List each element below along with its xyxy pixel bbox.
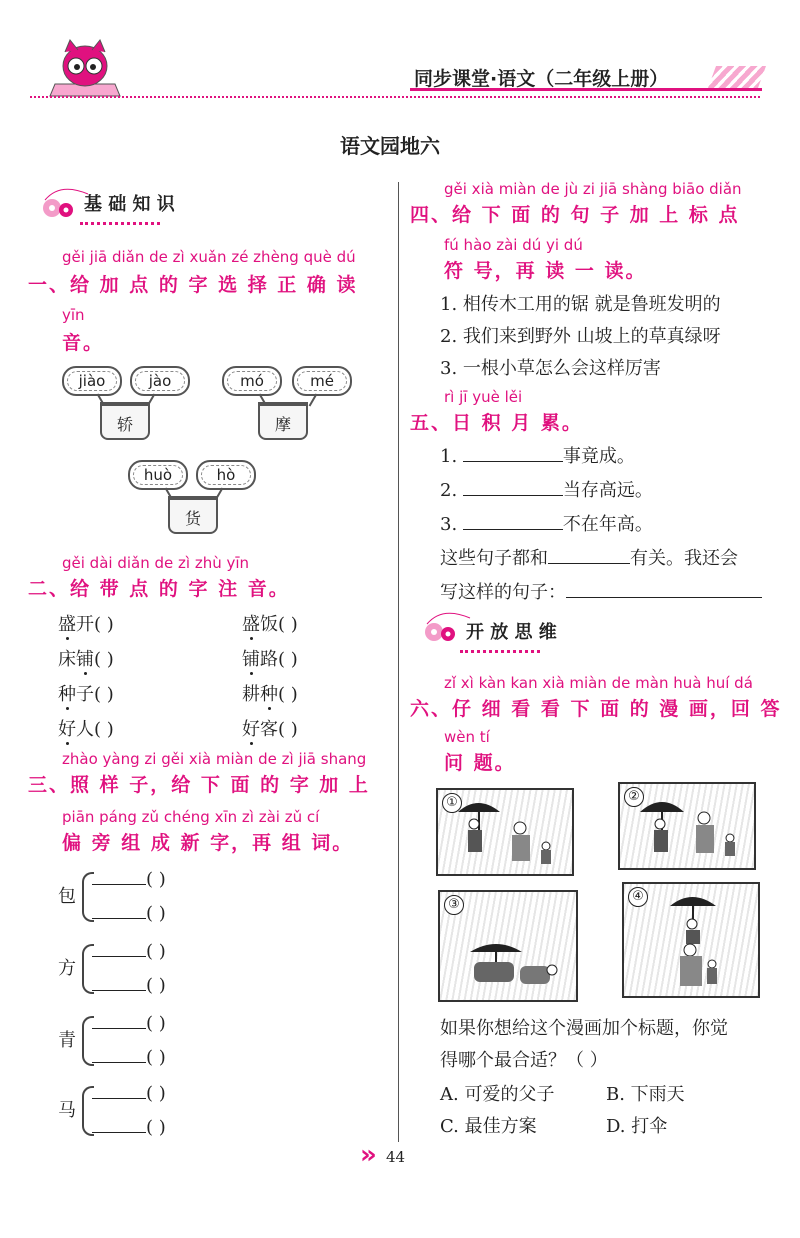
base-char: 青: [58, 1030, 76, 1051]
q3-pinyin-1: zhào yàng zi gěi xià miàn de zì jiā shang: [62, 750, 367, 768]
q6-pinyin-2: wèn tí: [444, 728, 490, 746]
comic-panel: ①: [436, 788, 574, 876]
answer-row[interactable]: ( ): [92, 1010, 166, 1034]
page-number: 44: [386, 1148, 406, 1166]
flower-option[interactable]: jiào: [62, 366, 122, 396]
word-item[interactable]: 盛开( ): [58, 614, 114, 635]
flower-option[interactable]: mó: [222, 366, 282, 396]
word-item[interactable]: 盛饭( ): [242, 614, 298, 635]
q5-title: 五、日 积 月 累。: [410, 412, 583, 434]
flower-ornament-icon: [412, 606, 472, 646]
q5-line-1[interactable]: 这些句子都和 有关。我还会: [440, 544, 738, 570]
sentence-2[interactable]: 2. 我们来到野外 山坡上的草真绿呀: [440, 326, 721, 347]
flower-pot: 轿: [100, 402, 150, 440]
flower-option[interactable]: huò: [128, 460, 188, 490]
section-open-title: 开 放 思 维: [466, 622, 557, 643]
q2-title: 二、给 带 点 的 字 注 音。: [28, 578, 290, 600]
option-d[interactable]: D. 打伞: [606, 1116, 668, 1137]
idiom-row[interactable]: 1. 事竟成。: [440, 442, 635, 468]
book-title: 同步课堂·语文（二年级上册）: [414, 68, 669, 90]
comic-panel: ④: [622, 882, 760, 998]
q1-pinyin: gěi jiā diǎn de zì xuǎn zé zhèng què dú: [62, 248, 356, 266]
word-item[interactable]: 床铺( ): [58, 649, 114, 670]
q4-title-1: 四、给 下 面 的 句 子 加 上 标 点: [410, 204, 740, 226]
q1-title-cont: 音。: [62, 332, 105, 354]
q6-title-1: 六、仔 细 看 看 下 面 的 漫 画，回 答: [410, 698, 782, 720]
answer-row[interactable]: ( ): [92, 1114, 166, 1138]
flower-option[interactable]: hò: [196, 460, 256, 490]
q4-pinyin-2: fú hào zài dú yi dú: [444, 236, 583, 254]
header-stripe: [708, 66, 766, 88]
flower-ornament-icon: [30, 182, 90, 222]
idiom-row[interactable]: 3. 不在年高。: [440, 510, 653, 536]
base-char: 方: [58, 958, 76, 979]
q1-pinyin-cont: yīn: [62, 306, 85, 324]
flower-option[interactable]: mé: [292, 366, 352, 396]
idiom-row[interactable]: 2. 当存高远。: [440, 476, 653, 502]
answer-row[interactable]: ( ): [92, 972, 166, 996]
answer-row[interactable]: ( ): [92, 1080, 166, 1104]
q4-title-2: 符 号，再 读 一 读。: [444, 260, 647, 282]
q6-pinyin-1: zǐ xì kàn kan xià miàn de màn huà huí dá: [444, 674, 753, 692]
q5-pinyin: rì jī yuè lěi: [444, 388, 523, 406]
word-item[interactable]: 耕种( ): [242, 684, 298, 705]
sentence-3[interactable]: 3. 一根小草怎么会这样厉害: [440, 358, 661, 379]
q2-pinyin: gěi dài diǎn de zì zhù yīn: [62, 554, 250, 572]
answer-row[interactable]: ( ): [92, 938, 166, 962]
page-title: 语文园地六: [340, 134, 440, 158]
q3-title-1: 三、照 样 子，给 下 面 的 字 加 上: [28, 774, 370, 796]
q3-title-2: 偏 旁 组 成 新 字，再 组 词。: [62, 832, 354, 854]
column-divider: [398, 182, 399, 1142]
q6-question-line-1: 如果你想给这个漫画加个标题，你觉: [440, 1018, 728, 1039]
word-item[interactable]: 好人( ): [58, 719, 114, 740]
q1-title: 一、给 加 点 的 字 选 择 正 确 读: [28, 274, 358, 296]
section-basic-title: 基 础 知 识: [84, 194, 175, 215]
option-a[interactable]: A. 可爱的父子: [440, 1084, 555, 1105]
q5-line-2[interactable]: 写这样的句子：: [440, 578, 762, 604]
option-c[interactable]: C. 最佳方案: [440, 1116, 537, 1137]
q4-pinyin-1: gěi xià miàn de jù zi jiā shàng biāo diǎn: [444, 180, 742, 198]
answer-row[interactable]: ( ): [92, 866, 166, 890]
q6-question-line-2[interactable]: 得哪个最合适？（ ）: [440, 1050, 608, 1071]
base-char: 包: [58, 886, 76, 907]
answer-row[interactable]: ( ): [92, 1044, 166, 1068]
flower-pot: 货: [168, 496, 218, 534]
flower-option[interactable]: jào: [130, 366, 190, 396]
word-item[interactable]: 铺路( ): [242, 649, 298, 670]
answer-row[interactable]: ( ): [92, 900, 166, 924]
base-char: 马: [58, 1100, 76, 1121]
q3-pinyin-2: piān páng zǔ chéng xīn zì zài zǔ cí: [62, 808, 320, 826]
flower-pot: 摩: [258, 402, 308, 440]
comic-panel: ②: [618, 782, 756, 870]
word-item[interactable]: 种子( ): [58, 684, 114, 705]
sentence-1[interactable]: 1. 相传木工用的锯 就是鲁班发明的: [440, 294, 721, 315]
owl-mascot-icon: [40, 38, 130, 102]
q6-title-2: 问 题。: [444, 752, 516, 774]
page-arrows-icon: »: [360, 1140, 377, 1170]
word-item[interactable]: 好客( ): [242, 719, 298, 740]
comic-panel: ③: [438, 890, 578, 1002]
option-b[interactable]: B. 下雨天: [606, 1084, 685, 1105]
